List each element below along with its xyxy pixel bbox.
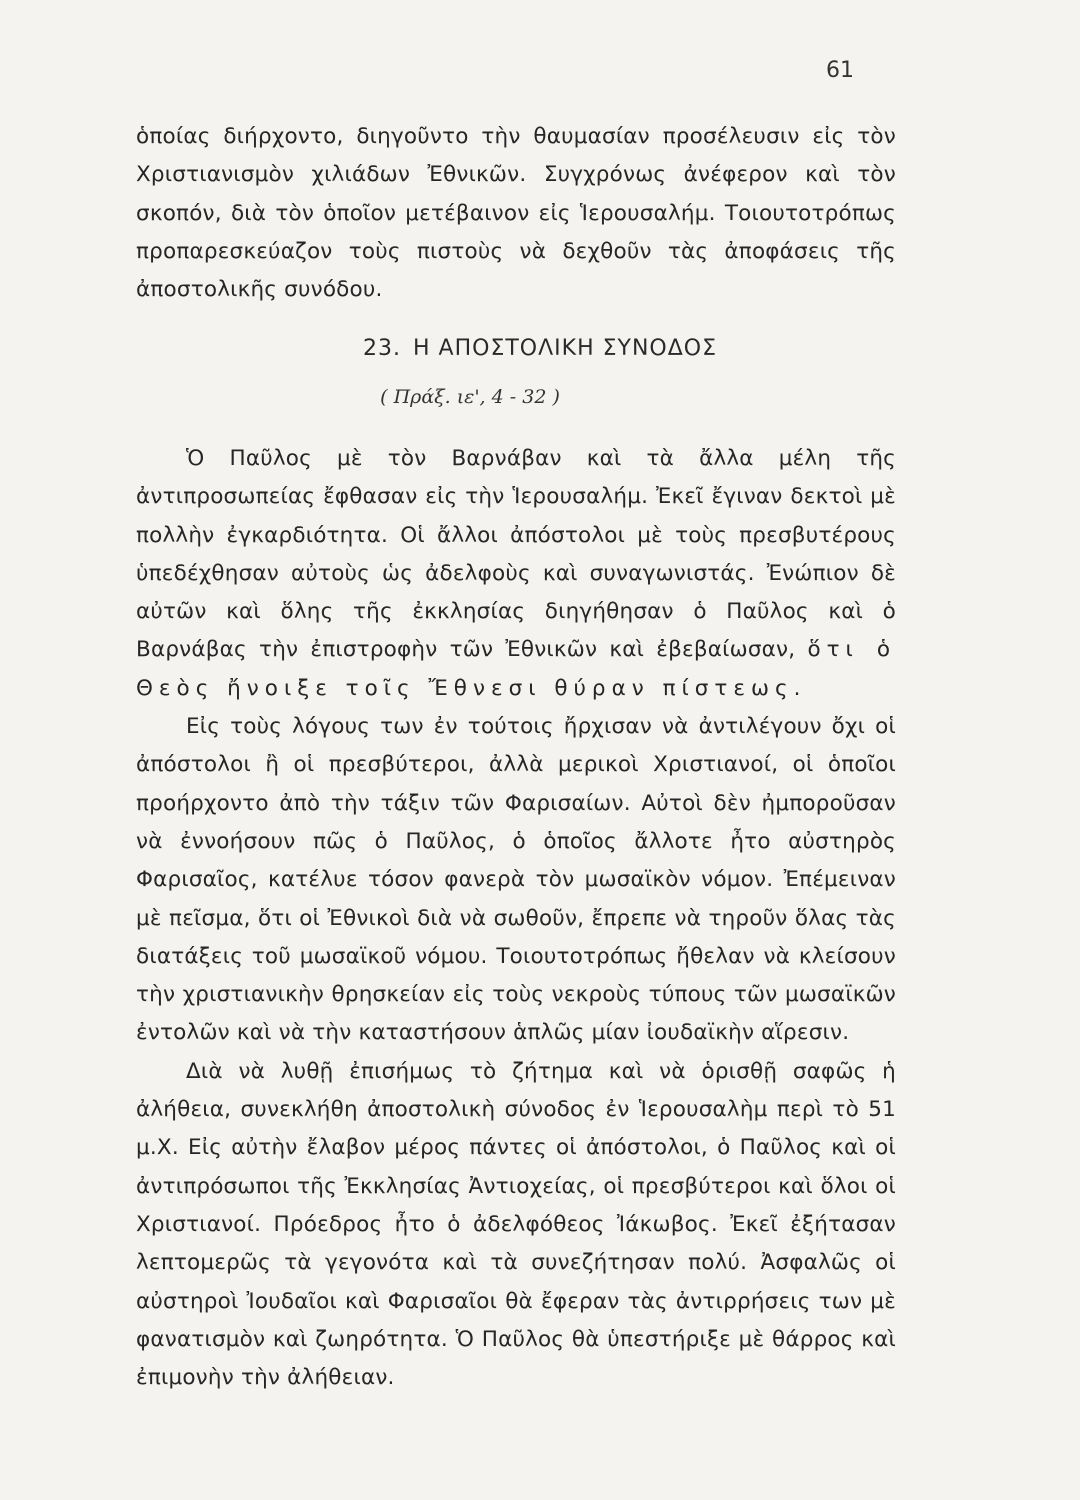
section-heading [0,336,1080,361]
paragraph-1-text: Ὁ Παῦλος μὲ τὸν Βαρνάβαν καὶ τὰ ἄλλα μέλη τῆς ἀντιπροσωπείας ἔφθασαν εἰς τὴν Ἱερουσαλήμ. Ἐκεῖ ἔγιναν δεκτοὶ μὲ πολλὴν ἐγκαρδιότητα. Οἱ ἄλλοι ἀπόστολοι μὲ τοὺς πρεσβυτέρους ὑπεδέχθησαν αὐτοὺς ὡς ἀδελφοὺς καὶ συναγωνιστάς. Ἐνώπιον δὲ αὐτῶν καὶ ὅλης τῆς ἐκκλησίας διηγήθησαν ὁ Παῦλος καὶ ὁ Βαρνάβας τὴν ἐπιστροφὴν τῶν Ἐθνικῶν καὶ ἐβεβαίωσαν, [136,446,896,663]
section-number: 23. [363,336,401,361]
page-number: 61 [826,58,854,83]
paragraph-3: Διὰ νὰ λυθῇ ἐπισήμως τὸ ζήτημα καὶ νὰ ὁρισθῇ σαφῶς ἡ ἀλήθεια, συνεκλήθη ἀποστολικὴ σύνοδος ἐν Ἱερουσαλὴμ περὶ τὸ 51 μ.Χ. Εἰς αὐτὴν ἔλαβον μέρος πάντες οἱ ἀπόστολοι, ὁ Παῦλος καὶ οἱ ἀντιπρόσωποι τῆς Ἐκκλησίας Ἀντιοχείας, οἱ πρεσβύτεροι καὶ ὅλοι οἱ Χριστιανοί. Πρόεδρος ἦτο ὁ ἀδελφόθεος Ἰάκωβος. Ἐκεῖ ἐξήτασαν λεπτομερῶς τὰ γεγονότα καὶ τὰ συνεζήτησαν πολύ. Ἀσφαλῶς οἱ αὐστηροὶ Ἰουδαῖοι καὶ Φαρισαῖοι θὰ ἔφεραν τὰς ἀντιρρήσεις των μὲ φανατισμὸν καὶ ζωηρότητα. Ὁ Παῦλος θὰ ὑπεστήριξε μὲ θάρρος καὶ ἐπιμονὴν τὴν ἀλήθειαν. [136,1058,896,1391]
paragraph-1-quote: ὅτι ὁ Θεὸς ἤνοιξε τοῖς Ἔθνεσι θύραν πίστεως. [136,637,896,701]
scripture-reference: ( Πράξ. ιε', 4 - 32 ) [380,386,560,408]
intro-paragraph: ὁποίας διήρχοντο, διηγοῦντο τὴν θαυμασίαν προσέλευσιν εἰς τὸν Χριστιανισμὸν χιλιάδων Ἐθνικῶν. Συγχρόνως ἀνέφερον καὶ τὸν σκοπόν, διὰ τὸν ὁποῖον μετέβαινον εἰς Ἱερουσαλήμ. Τοιουτοτρόπως προπαρεσκεύαζον τοὺς πιστοὺς νὰ δεχθοῦν τὰς ἀποφάσεις τῆς ἀποστολικῆς συνόδου. [136,124,896,303]
body-text-block [136,440,896,1397]
paragraph-2: Εἰς τοὺς λόγους των ἐν τούτοις ἤρχισαν νὰ ἀντιλέγουν ὄχι οἱ ἀπόστολοι ἢ οἱ πρεσβύτεροι, ἀλλὰ μερικοὶ Χριστιανοί, οἱ ὁποῖοι προήρχοντο ἀπὸ τὴν τάξιν τῶν Φαρισαίων. Αὐτοὶ δὲν ἠμποροῦσαν νὰ ἐννοήσουν πῶς ὁ Παῦλος, ὁ ὁποῖος ἄλλοτε ἦτο αὐστηρὸς Φαρισαῖος, κατέλυε τόσον φανερὰ τὸν μωσαϊκὸν νόμον. Ἐπέμειναν μὲ πεῖσμα, ὅτι οἱ Ἐθνικοὶ διὰ νὰ σωθοῦν, ἔπρεπε νὰ τηροῦν ὅλας τὰς διατάξεις τοῦ μωσαϊκοῦ νόμου. Τοιουτοτρόπως ἤθελαν νὰ κλείσουν τὴν χριστιανικὴν θρησκείαν εἰς τοὺς νεκροὺς τύπους τῶν μωσαϊκῶν ἐντολῶν καὶ νὰ τὴν καταστήσουν ἁπλῶς μίαν ἰουδαϊκὴν αἵρεσιν. [136,714,896,1046]
paragraph-1 [136,440,896,708]
section-title: Η ΑΠΟΣΤΟΛΙΚΗ ΣΥΝΟΔΟΣ [413,336,717,361]
intro-text-block [136,118,896,309]
